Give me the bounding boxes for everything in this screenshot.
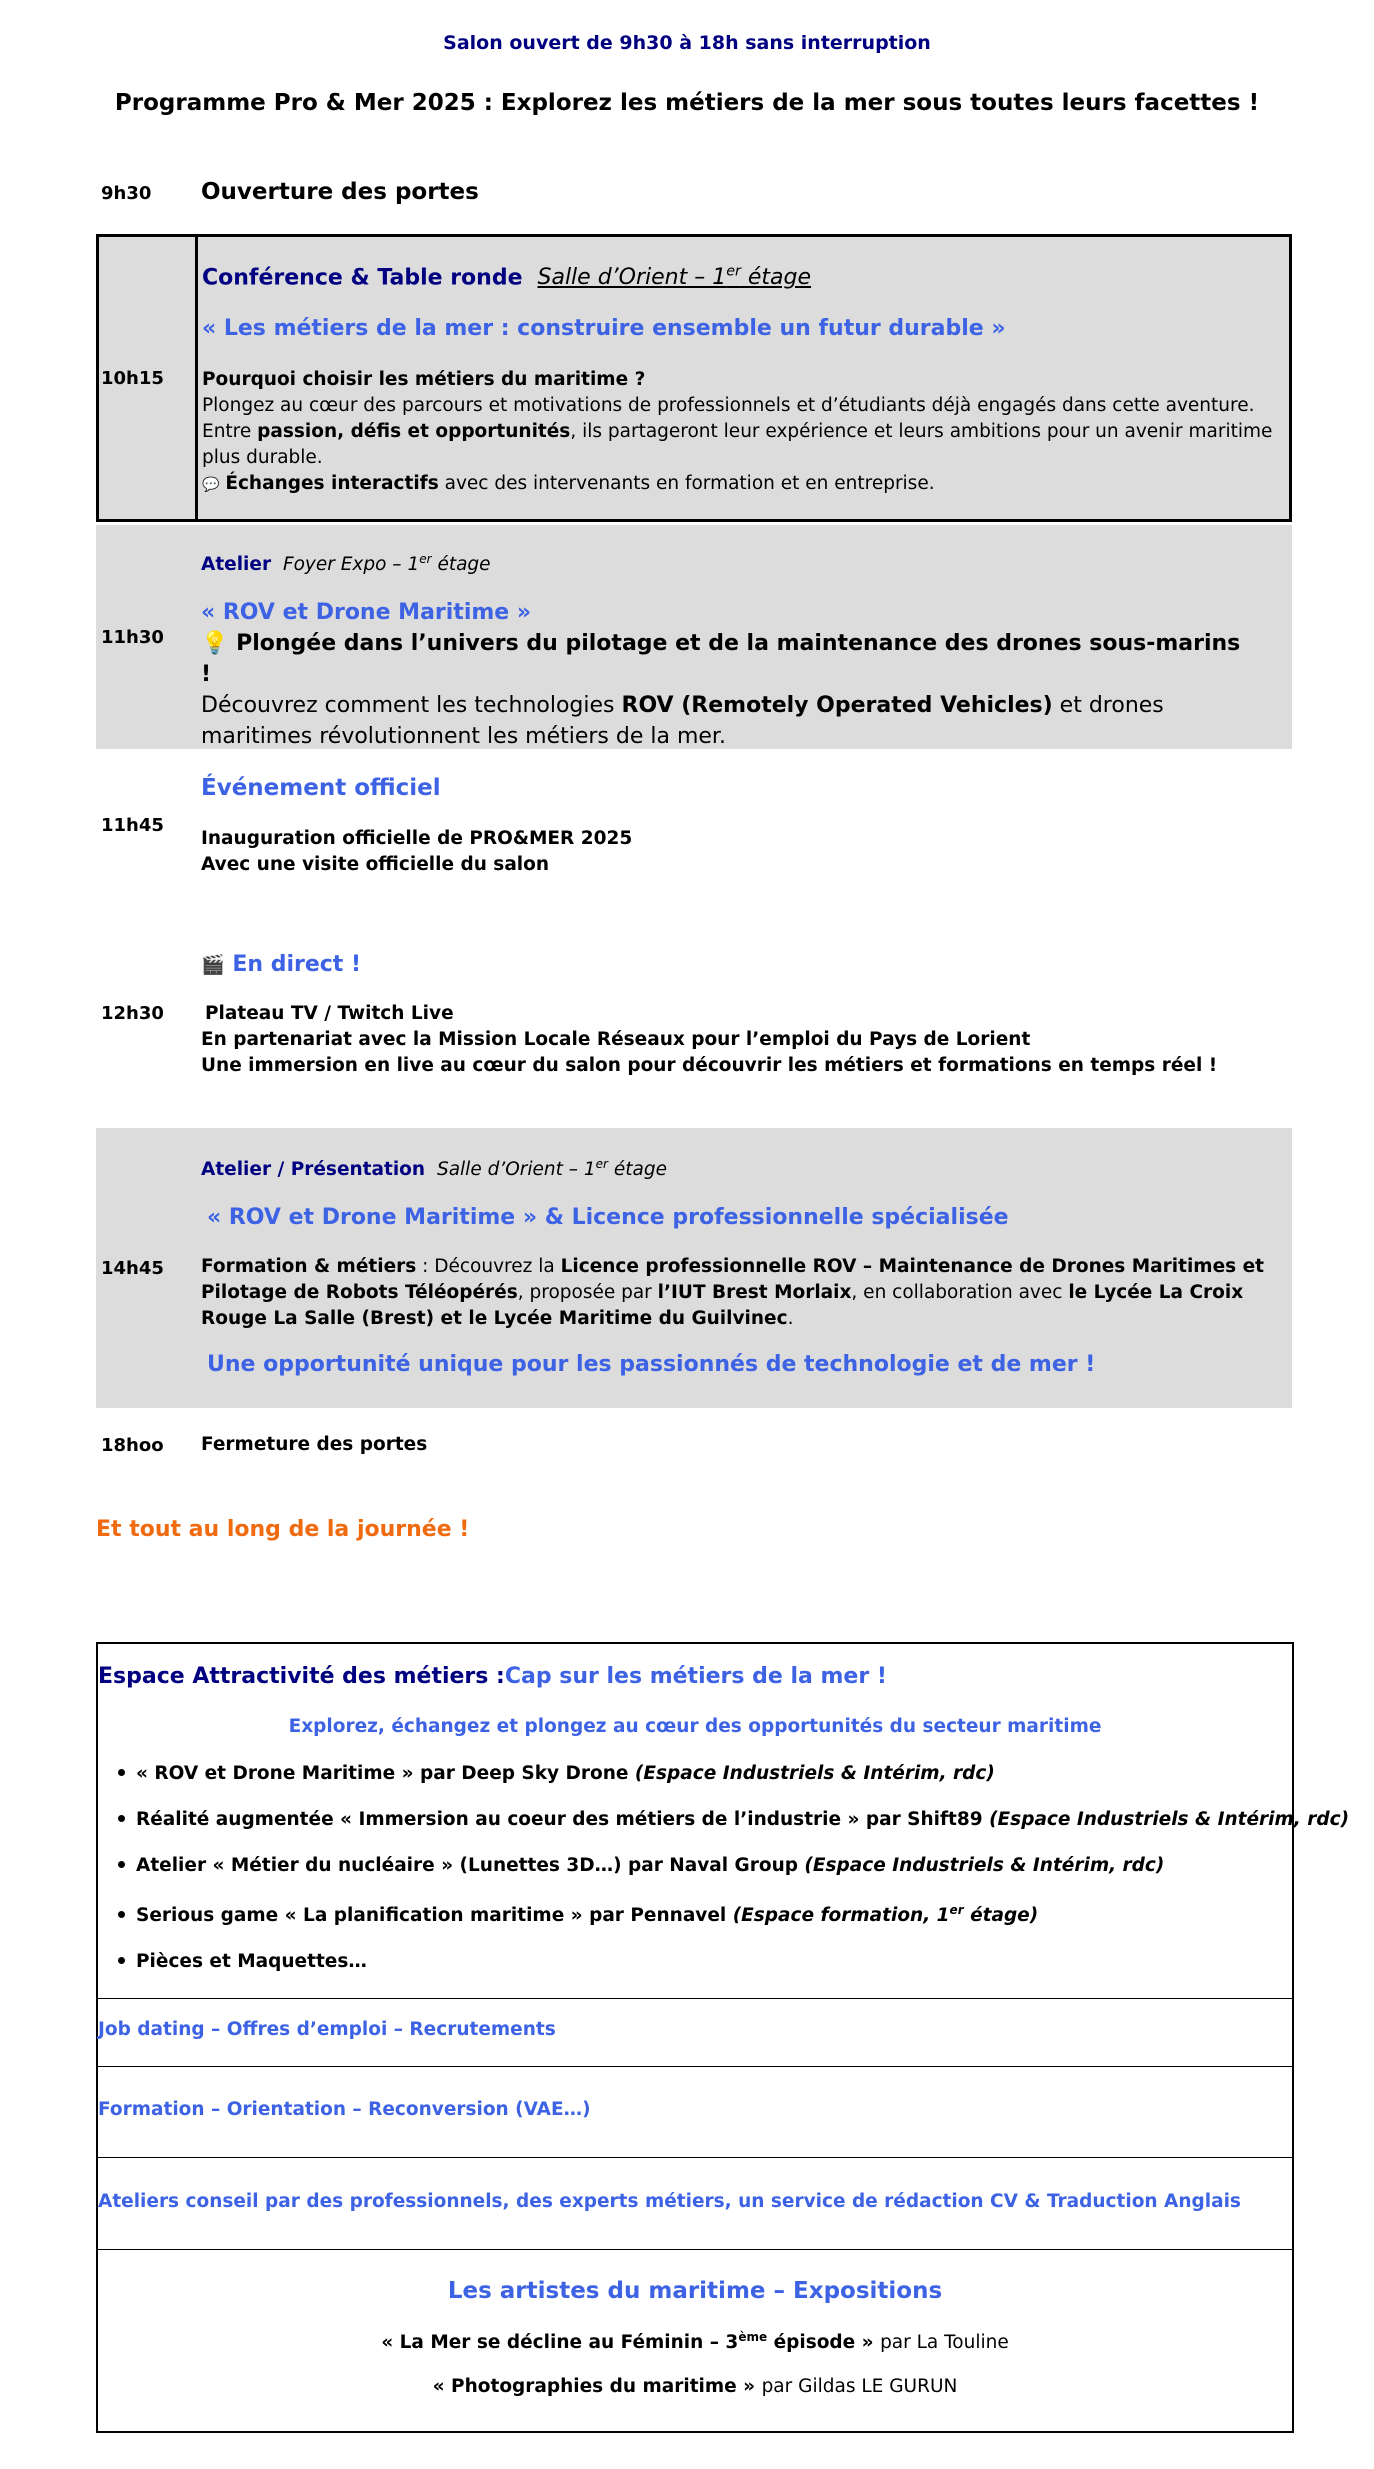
opening-hours: Salon ouvert de 9h30 à 18h sans interruption	[443, 32, 931, 54]
time-14h45: 14h45	[101, 1258, 164, 1279]
atelier-rov-body: 💡 Plongée dans l’univers du pilotage et de la maintenance des drones sous-marins ! Découvrez comment les technologies ROV (Remotely Operated Vehicles) et drones maritimes révolutionnent les métiers de la mer.	[201, 631, 1241, 749]
list-item: Atelier « Métier du nucléaire » (Lunettes 3D…) par Naval Group (Espace Industriels & Intérim, rdc)	[118, 1855, 1164, 1876]
lightbulb-icon: 💡	[201, 631, 229, 656]
atelier-licence-subtitle: « ROV et Drone Maritime » & Licence professionnelle spécialisée	[207, 1205, 1009, 1230]
conference-subtitle: « Les métiers de la mer : construire ensemble un futur durable »	[202, 316, 1006, 341]
divider	[96, 2157, 1294, 2158]
bullet-icon	[118, 1861, 125, 1868]
opening-title: Ouverture des portes	[201, 179, 479, 205]
atelier-licence-body: Formation & métiers : Découvrez la Licence professionnelle ROV – Maintenance de Drones Maritimes et Pilotage de Robots Téléopérés, proposée par l’IUT Brest Morlaix, en collaboration avec le Lycée La Croix Rouge La Salle (Brest) et le Lycée Maritime du Guilvinec.	[201, 1256, 1264, 1329]
conference-paragraph: Plongez au cœur des parcours et motivations de professionnels et d’étudiants déjà engagés dans cette aventure. Entre passion, défis et opportunités, ils partageront leur expérience et leurs ambitions pour un avenir maritime plus durable.	[202, 395, 1273, 468]
conference-header	[202, 264, 811, 290]
list-item: Réalité augmentée « Immersion au coeur des métiers de l’industrie » par Shift89 (Espace Industriels & Intérim, rdc)	[118, 1809, 1349, 1830]
artists-line-2: « Photographies du maritime » par Gildas LE GURUN	[432, 2376, 958, 2397]
list-item: Serious game « La planification maritime » par Pennavel (Espace formation, 1er étage)	[118, 1903, 1038, 1926]
divider	[96, 2066, 1294, 2067]
allday-heading: Et tout au long de la journée !	[96, 1517, 470, 1542]
time-11h45: 11h45	[101, 815, 164, 836]
program-title: Programme Pro & Mer 2025 : Explorez les métiers de la mer sous toutes leurs facettes !	[114, 90, 1260, 116]
conference-exchanges: 💬 Échanges interactifs avec des intervenants en formation et en entreprise.	[202, 473, 935, 494]
conference-label: Conférence & Table ronde	[202, 265, 523, 291]
divider	[96, 2249, 1294, 2250]
bullet-icon	[118, 1957, 125, 1964]
time-10h15: 10h15	[101, 368, 164, 389]
jobdating-row: Job dating – Offres d’emploi – Recrutements	[98, 2019, 556, 2040]
atelier-rov-header: Atelier Foyer Expo – 1er étage	[201, 552, 491, 576]
divider	[96, 1998, 1294, 1999]
espace-subtitle: Explorez, échangez et plongez au cœur des opportunités du secteur maritime	[288, 1716, 1102, 1737]
bullet-icon	[118, 1911, 125, 1918]
bullet-icon	[118, 1769, 125, 1776]
live-title: 🎬 En direct !	[201, 952, 362, 977]
closing-title: Fermeture des portes	[201, 1434, 428, 1455]
formation-row: Formation – Orientation – Reconversion (VAE…)	[98, 2099, 591, 2120]
time-18h00: 18hoo	[101, 1435, 164, 1456]
artists-title: Les artistes du maritime – Expositions	[447, 2278, 943, 2304]
atelier-rov-subtitle: « ROV et Drone Maritime »	[201, 600, 532, 625]
list-item: Pièces et Maquettes…	[118, 1951, 367, 1972]
time-9h30: 9h30	[101, 183, 152, 204]
event-body: Inauguration officielle de PRO&MER 2025 Avec une visite officielle du salon	[201, 828, 633, 875]
clapperboard-icon: 🎬	[201, 954, 225, 976]
espace-title: Espace Attractivité des métiers :Cap sur les métiers de la mer !	[98, 1664, 887, 1689]
conference-question: Pourquoi choisir les métiers du maritime ?	[202, 369, 646, 390]
atelier-licence-footer: Une opportunité unique pour les passionnés de technologie et de mer !	[207, 1352, 1096, 1377]
time-11h30: 11h30	[101, 627, 164, 648]
ateliers-conseil-row: Ateliers conseil par des professionnels, des experts métiers, un service de rédaction CV & Traduction Anglais	[98, 2191, 1241, 2212]
bullet-icon	[118, 1815, 125, 1822]
event-title: Événement officiel	[201, 775, 441, 801]
list-item: « ROV et Drone Maritime » par Deep Sky Drone (Espace Industriels & Intérim, rdc)	[118, 1763, 995, 1784]
artists-line-1: « La Mer se décline au Féminin – 3ème épisode » par La Touline	[381, 2330, 1009, 2354]
conference-room: Salle d’Orient – 1er étage	[537, 264, 812, 291]
atelier-licence-header: Atelier / Présentation Salle d’Orient – 1er étage	[201, 1157, 667, 1181]
speech-bubble-icon: 💬	[202, 477, 220, 493]
conference-body	[202, 367, 1292, 498]
conference-divider	[195, 234, 198, 522]
live-body: Plateau TV / Twitch Live En partenariat avec la Mission Locale Réseaux pour l’emploi du Pays de Lorient Une immersion en live au cœur du salon pour découvrir les métiers et formations en temps réel !	[201, 1003, 1218, 1076]
time-12h30: 12h30	[101, 1003, 164, 1024]
